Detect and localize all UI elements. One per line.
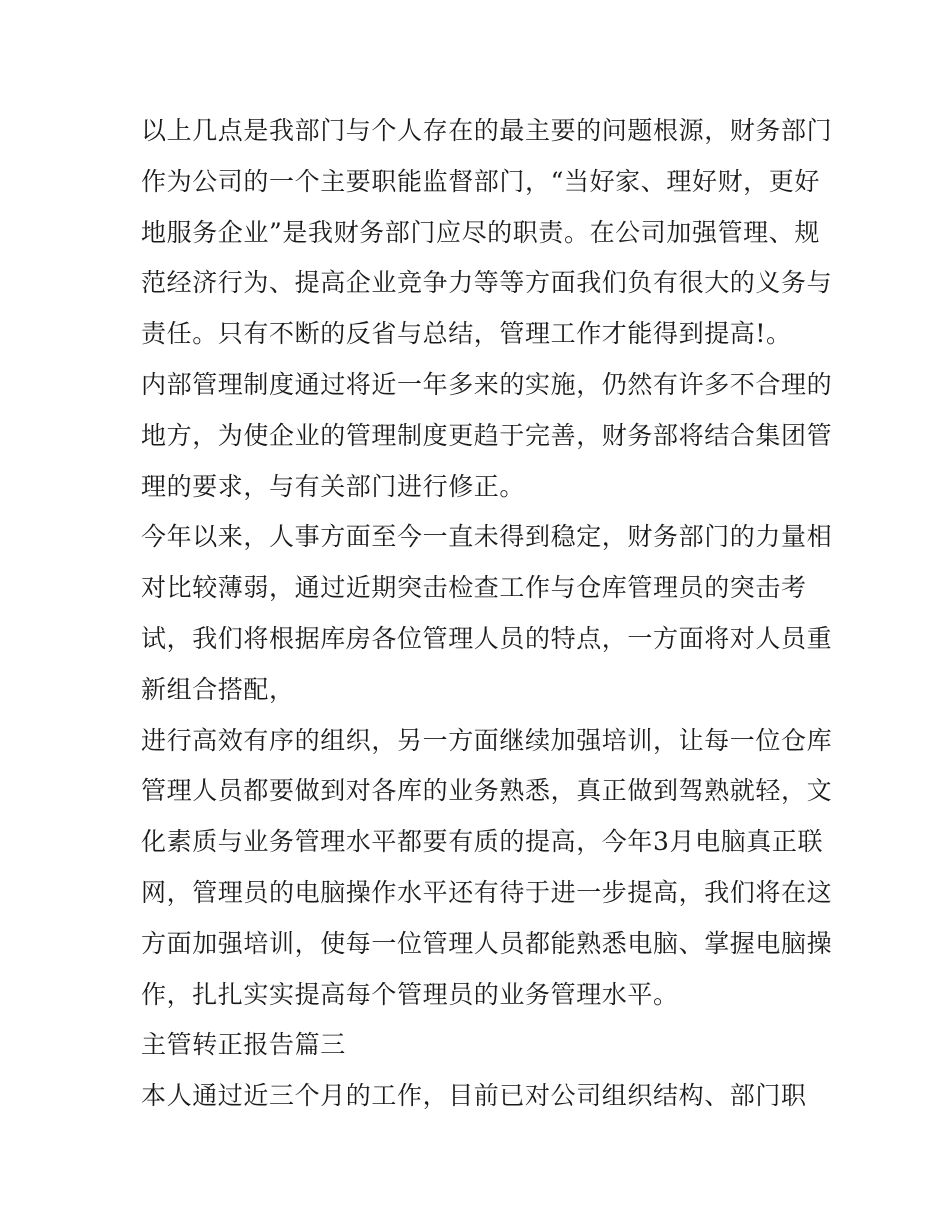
text-line: 责任。只有不断的反省与总结，管理工作才能得到提高!。: [141, 319, 792, 349]
text-line: 方面加强培训，使每一位管理人员都能熟悉电脑、掌握电脑操: [141, 928, 833, 958]
document-body: [141, 106, 833, 1122]
section-heading: 主管转正报告篇三: [141, 1030, 346, 1060]
text-line: 新组合搭配，: [141, 674, 295, 704]
text-line: 本人通过近三个月的工作，目前已对公司组织结构、部门职: [141, 1081, 807, 1111]
text-line: 以上几点是我部门与个人存在的最主要的问题根源，财务部门: [141, 116, 833, 145]
text-line: 地服务企业”是我财务部门应尽的职责。在公司加强管理、规: [141, 217, 820, 247]
text-line: 化素质与业务管理水平都要有质的提高，今年3月电脑真正联: [141, 827, 824, 857]
text-line: 内部管理制度通过将近一年多来的实施，仍然有许多不合理的: [141, 369, 833, 399]
text-line: 作为公司的一个主要职能监督部门，“当好家、理好财，更好: [141, 166, 820, 196]
text-line: 作，扎扎实实提高每个管理员的业务管理水平。: [141, 979, 679, 1009]
text-line: 理的要求，与有关部门进行修正。: [141, 471, 526, 501]
text-line: 试，我们将根据库房各位管理人员的特点，一方面将对人员重: [141, 623, 833, 653]
text-line: 今年以来，人事方面至今一直未得到稳定，财务部门的力量相: [141, 522, 833, 552]
text-line: 范经济行为、提高企业竞争力等等方面我们负有很大的义务与: [141, 268, 833, 298]
text-line: 进行高效有序的组织，另一方面继续加强培训，让每一位仓库: [141, 725, 833, 755]
text-line: 管理人员都要做到对各库的业务熟悉，真正做到驾熟就轻，文: [141, 776, 833, 806]
text-line: 地方，为使企业的管理制度更趋于完善，财务部将结合集团管: [141, 420, 833, 450]
text-line: 对比较薄弱，通过近期突击检查工作与仓库管理员的突击考: [141, 573, 807, 603]
text-line: 网，管理员的电脑操作水平还有待于进一步提高，我们将在这: [141, 877, 833, 907]
